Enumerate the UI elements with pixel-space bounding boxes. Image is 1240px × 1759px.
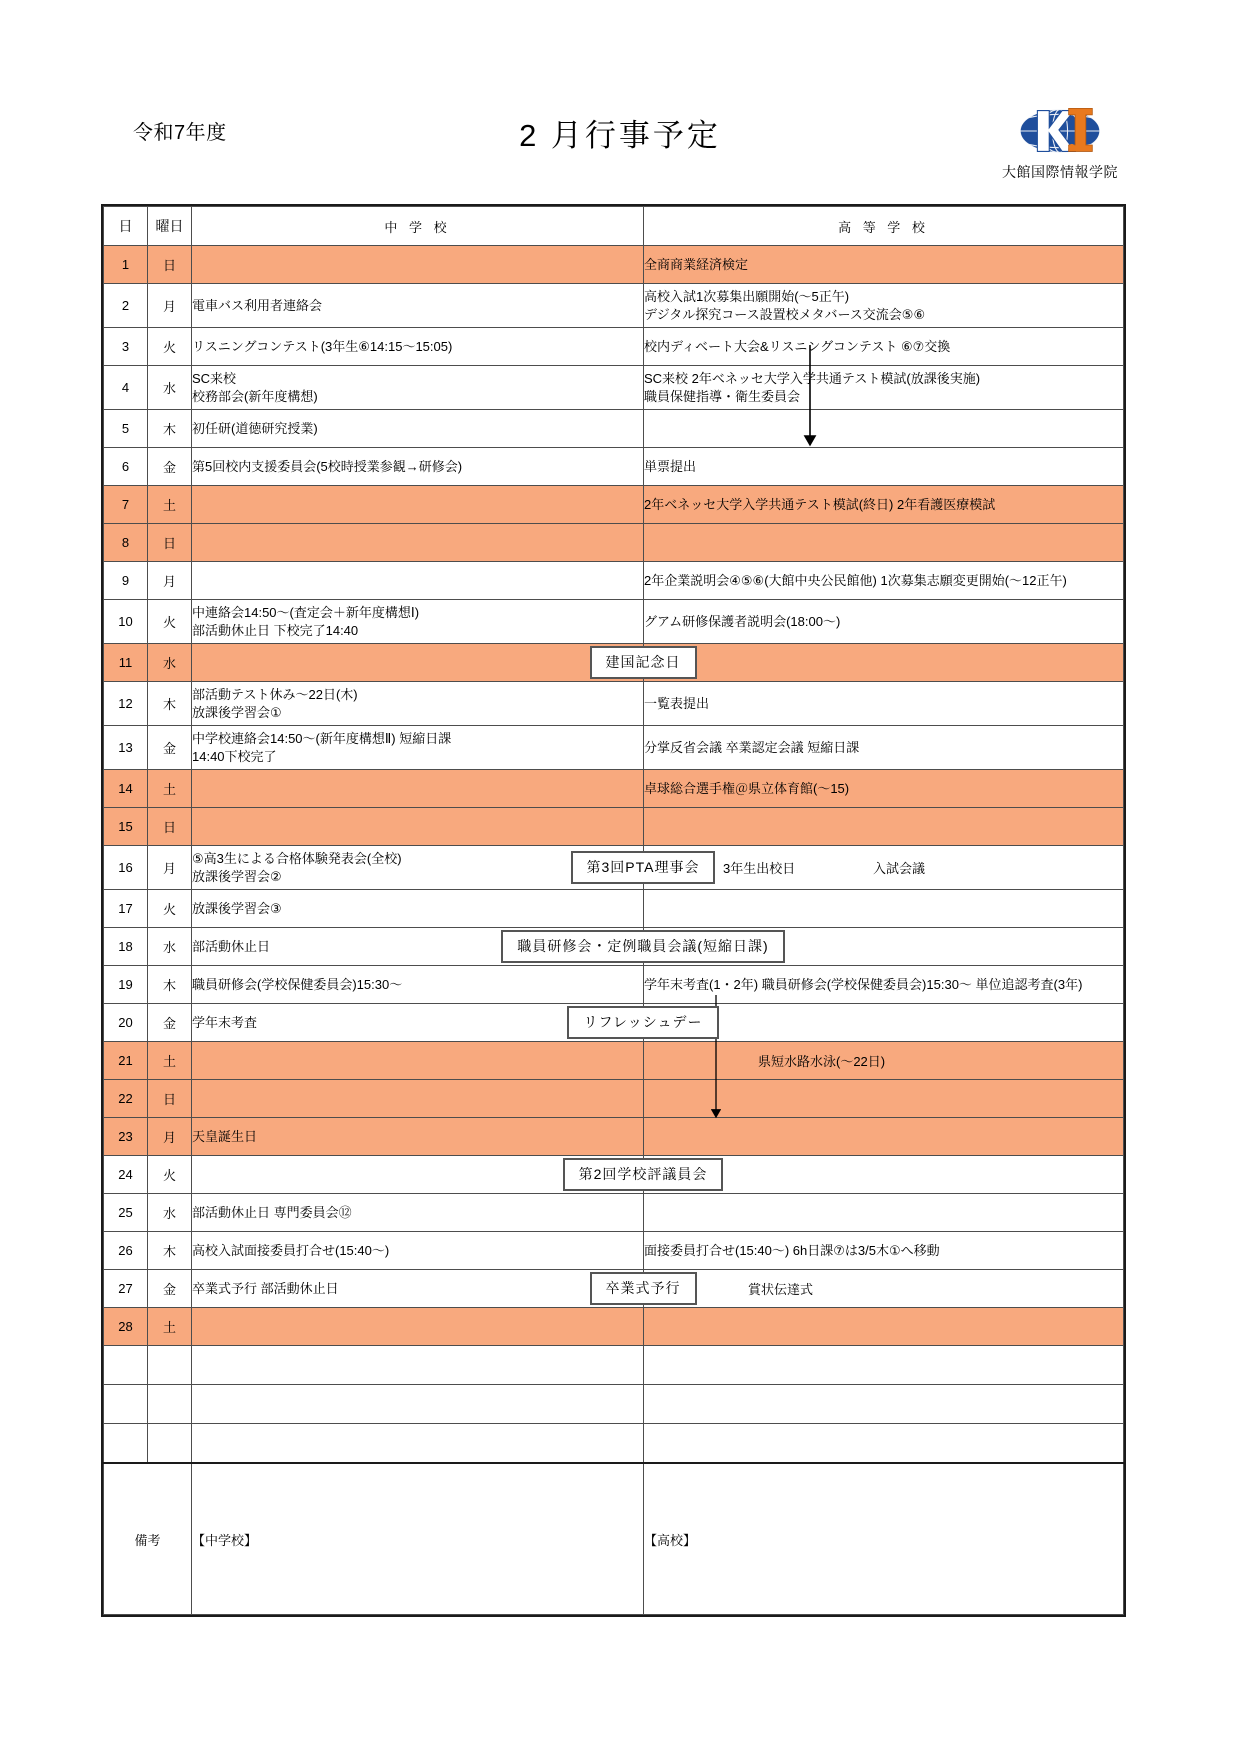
cell-high-school-events <box>644 1080 1124 1118</box>
cell-junior-high-events <box>192 562 644 600</box>
cell-day: 1 <box>104 246 148 284</box>
cell-weekday <box>148 1424 192 1464</box>
cell-weekday: 木 <box>148 682 192 726</box>
cell-day: 10 <box>104 600 148 644</box>
cell-junior-high-events: 学年末考査 <box>192 1004 644 1042</box>
cell-junior-high-events: 中連絡会14:50～(査定会＋新年度構想Ⅰ) 部活動休止日 下校完了14:40 <box>192 600 644 644</box>
cell-high-school-events <box>644 410 1124 448</box>
table-row <box>104 1042 1124 1080</box>
cell-weekday: 金 <box>148 448 192 486</box>
cell-high-school-events: 校内ディベート大会&リスニングコンテスト ⑥⑦交換 <box>644 328 1124 366</box>
cell-weekday: 月 <box>148 1118 192 1156</box>
remarks-label: 備考 <box>104 1463 192 1615</box>
remarks-row <box>104 1463 1124 1615</box>
cell-high-school-events: 面接委員打合せ(15:40～) 6h日課⑦は3/5木①へ移動 <box>644 1232 1124 1270</box>
cell-day: 9 <box>104 562 148 600</box>
cell-day: 28 <box>104 1308 148 1346</box>
remarks-high-school <box>644 1463 1124 1615</box>
table-row <box>104 682 1124 726</box>
table-row <box>104 246 1124 284</box>
cell-junior-high-events: 天皇誕生日 <box>192 1118 644 1156</box>
cell-weekday: 水 <box>148 366 192 410</box>
cell-high-school-events <box>644 644 1124 682</box>
event-label-prefectural-short-course-swim: 県短水路水泳(～22日) <box>758 1054 886 1069</box>
cell-junior-high-events: 部活動休止日 <box>192 928 644 966</box>
cell-day: 18 <box>104 928 148 966</box>
cell-weekday: 月 <box>148 562 192 600</box>
cell-junior-high-events: 初任研(道徳研究授業) <box>192 410 644 448</box>
cell-junior-high-events <box>192 770 644 808</box>
cell-weekday: 火 <box>148 328 192 366</box>
cell-junior-high-events: 第5回校内支援委員会(5校時授業参観→研修会) <box>192 448 644 486</box>
cell-high-school-events <box>644 846 1124 890</box>
event-box-school-council-2: 第2回学校評議員会 <box>563 1158 724 1191</box>
cell-high-school-events <box>644 1156 1124 1194</box>
cell-day: 23 <box>104 1118 148 1156</box>
remarks-junior-high <box>192 1463 644 1615</box>
cell-high-school-events <box>644 1042 1124 1080</box>
page-title: 2 月行事予定 <box>519 118 721 153</box>
cell-high-school-events <box>644 1004 1124 1042</box>
cell-high-school-events: 単票提出 <box>644 448 1124 486</box>
table-row <box>104 562 1124 600</box>
cell-day: 17 <box>104 890 148 928</box>
era-label: 令和7年度 <box>133 122 227 144</box>
table-row <box>104 1308 1124 1346</box>
cell-junior-high-events <box>192 1308 644 1346</box>
cell-junior-high-events <box>192 1156 644 1194</box>
cell-day <box>104 1346 148 1385</box>
table-row <box>104 284 1124 328</box>
event-label-award-ceremony: 賞状伝達式 <box>748 1282 814 1297</box>
table-row <box>104 808 1124 846</box>
cell-junior-high-events: 中学校連絡会14:50～(新年度構想Ⅱ) 短縮日課 14:40下校完了 <box>192 726 644 770</box>
cell-weekday: 金 <box>148 1004 192 1042</box>
cell-weekday: 木 <box>148 1232 192 1270</box>
cell-high-school-events: 卓球総合選手権＠県立体育館(～15) <box>644 770 1124 808</box>
cell-weekday <box>148 1385 192 1424</box>
school-name: 大館国際情報学院 <box>1002 164 1118 180</box>
cell-day: 4 <box>104 366 148 410</box>
cell-high-school-events: SC来校 2年ベネッセ大学入学共通テスト模試(放課後実施) 職員保健指導・衛生委員会 <box>644 366 1124 410</box>
cell-junior-high-events: 部活動休止日 専門委員会⑫ <box>192 1194 644 1232</box>
cell-weekday: 金 <box>148 726 192 770</box>
cell-weekday: 水 <box>148 928 192 966</box>
event-box-refresh-day: リフレッシュデー <box>567 1006 718 1039</box>
cell-day: 6 <box>104 448 148 486</box>
table-row <box>104 1270 1124 1308</box>
cell-junior-high-events <box>192 486 644 524</box>
page-header <box>0 0 1240 200</box>
table-row <box>104 410 1124 448</box>
cell-day: 27 <box>104 1270 148 1308</box>
col-header-dow: 曜日 <box>148 207 192 246</box>
table-row <box>104 890 1124 928</box>
table-row <box>104 366 1124 410</box>
cell-junior-high-events <box>192 1080 644 1118</box>
cell-weekday: 日 <box>148 1080 192 1118</box>
cell-day: 19 <box>104 966 148 1004</box>
cell-day: 5 <box>104 410 148 448</box>
cell-weekday: 土 <box>148 770 192 808</box>
cell-day: 21 <box>104 1042 148 1080</box>
cell-day: 22 <box>104 1080 148 1118</box>
cell-high-school-events: 一覧表提出 <box>644 682 1124 726</box>
table-row <box>104 928 1124 966</box>
table-row <box>104 524 1124 562</box>
cell-high-school-events: 2年ベネッセ大学入学共通テスト模試(終日) 2年看護医療模試 <box>644 486 1124 524</box>
cell-day: 12 <box>104 682 148 726</box>
table-row <box>104 966 1124 1004</box>
monthly-schedule-table <box>103 206 1124 1615</box>
cell-junior-high-events <box>192 1424 644 1464</box>
cell-junior-high-events <box>192 1042 644 1080</box>
event-label-entrance-exam-meeting: 入試会議 <box>873 861 926 876</box>
cell-weekday: 日 <box>148 808 192 846</box>
cell-high-school-events <box>644 890 1124 928</box>
cell-junior-high-events: 職員研修会(学校保健委員会)15:30～ <box>192 966 644 1004</box>
cell-high-school-events <box>644 1346 1124 1385</box>
table-row <box>104 1080 1124 1118</box>
cell-weekday: 木 <box>148 410 192 448</box>
cell-junior-high-events <box>192 524 644 562</box>
cell-high-school-events <box>644 1118 1124 1156</box>
table-row <box>104 448 1124 486</box>
event-box-national-foundation-day: 建国記念日 <box>590 646 697 679</box>
table-row <box>104 846 1124 890</box>
cell-high-school-events: 分掌反省会議 卒業認定会議 短縮日課 <box>644 726 1124 770</box>
table-row <box>104 644 1124 682</box>
cell-day: 14 <box>104 770 148 808</box>
cell-weekday: 日 <box>148 246 192 284</box>
cell-high-school-events: 学年末考査(1・2年) 職員研修会(学校保健委員会)15:30～ 単位追認考査(3年) <box>644 966 1124 1004</box>
table-row <box>104 726 1124 770</box>
table-row <box>104 1194 1124 1232</box>
remarks-jhs-heading: 【中学校】 <box>192 1532 258 1548</box>
cell-weekday <box>148 1346 192 1385</box>
cell-day: 11 <box>104 644 148 682</box>
cell-high-school-events <box>644 1424 1124 1464</box>
cell-weekday: 火 <box>148 1156 192 1194</box>
cell-high-school-events <box>644 1385 1124 1424</box>
cell-weekday: 木 <box>148 966 192 1004</box>
cell-junior-high-events: 部活動テスト休み～22日(木) 放課後学習会① <box>192 682 644 726</box>
col-header-junior-high: 中 学 校 <box>192 207 644 246</box>
event-box-staff-training-meeting: 職員研修会・定例職員会議(短縮日課) <box>501 930 784 963</box>
table-row <box>104 1424 1124 1464</box>
cell-weekday: 月 <box>148 284 192 328</box>
cell-day: 7 <box>104 486 148 524</box>
table-row <box>104 328 1124 366</box>
table-row <box>104 1346 1124 1385</box>
cell-weekday: 土 <box>148 486 192 524</box>
cell-weekday: 土 <box>148 1042 192 1080</box>
cell-weekday: 月 <box>148 846 192 890</box>
col-header-day: 日 <box>104 207 148 246</box>
calendar-container <box>103 206 1123 1615</box>
cell-high-school-events <box>644 1270 1124 1308</box>
school-logo <box>985 103 1135 182</box>
cell-weekday: 土 <box>148 1308 192 1346</box>
cell-junior-high-events: ⑤高3生による合格体験発表会(全校) 放課後学習会② <box>192 846 644 890</box>
event-box-graduation-rehearsal: 卒業式予行 <box>590 1272 697 1305</box>
event-box-pta-board-meeting-3: 第3回PTA理事会 <box>571 851 716 884</box>
cell-junior-high-events: 電車バス利用者連絡会 <box>192 284 644 328</box>
table-row <box>104 1118 1124 1156</box>
table-row <box>104 1232 1124 1270</box>
cell-high-school-events <box>644 524 1124 562</box>
cell-junior-high-events: SC来校 校務部会(新年度構想) <box>192 366 644 410</box>
cell-junior-high-events <box>192 1346 644 1385</box>
cell-day: 26 <box>104 1232 148 1270</box>
cell-day <box>104 1385 148 1424</box>
cell-weekday: 火 <box>148 890 192 928</box>
cell-junior-high-events <box>192 246 644 284</box>
cell-high-school-events <box>644 1308 1124 1346</box>
table-row <box>104 1156 1124 1194</box>
cell-day: 20 <box>104 1004 148 1042</box>
col-header-high-school: 高 等 学 校 <box>644 207 1124 246</box>
cell-day: 2 <box>104 284 148 328</box>
cell-high-school-events: グアム研修保護者説明会(18:00～) <box>644 600 1124 644</box>
cell-high-school-events <box>644 1194 1124 1232</box>
cell-junior-high-events: 放課後学習会③ <box>192 890 644 928</box>
globe-k-i-logo-icon <box>1006 103 1114 159</box>
cell-day: 25 <box>104 1194 148 1232</box>
table-row <box>104 486 1124 524</box>
cell-day: 3 <box>104 328 148 366</box>
table-row <box>104 1385 1124 1424</box>
table-row <box>104 1004 1124 1042</box>
cell-day: 16 <box>104 846 148 890</box>
cell-day: 15 <box>104 808 148 846</box>
cell-weekday: 日 <box>148 524 192 562</box>
cell-junior-high-events <box>192 808 644 846</box>
cell-high-school-events <box>644 808 1124 846</box>
cell-day: 13 <box>104 726 148 770</box>
cell-day: 24 <box>104 1156 148 1194</box>
event-label-third-year-attendance: 3年生出校日 <box>723 861 796 876</box>
cell-high-school-events: 2年企業説明会④⑤⑥(大館中央公民館他) 1次募集志願変更開始(～12正午) <box>644 562 1124 600</box>
cell-high-school-events <box>644 928 1124 966</box>
cell-weekday: 水 <box>148 1194 192 1232</box>
cell-junior-high-events: 高校入試面接委員打合せ(15:40～) <box>192 1232 644 1270</box>
cell-junior-high-events <box>192 1385 644 1424</box>
cell-day <box>104 1424 148 1464</box>
cell-high-school-events: 高校入試1次募集出願開始(～5正午) デジタル探究コース設置校メタバース交流会⑤⑥ <box>644 284 1124 328</box>
cell-junior-high-events <box>192 644 644 682</box>
cell-weekday: 金 <box>148 1270 192 1308</box>
cell-weekday: 火 <box>148 600 192 644</box>
table-header-row <box>104 207 1124 246</box>
table-row <box>104 770 1124 808</box>
remarks-hs-heading: 【高校】 <box>644 1532 697 1548</box>
cell-junior-high-events: 卒業式予行 部活動休止日 <box>192 1270 644 1308</box>
cell-high-school-events: 全商商業経済検定 <box>644 246 1124 284</box>
cell-day: 8 <box>104 524 148 562</box>
cell-weekday: 水 <box>148 644 192 682</box>
cell-junior-high-events: リスニングコンテスト(3年生⑥14:15～15:05) <box>192 328 644 366</box>
table-row <box>104 600 1124 644</box>
